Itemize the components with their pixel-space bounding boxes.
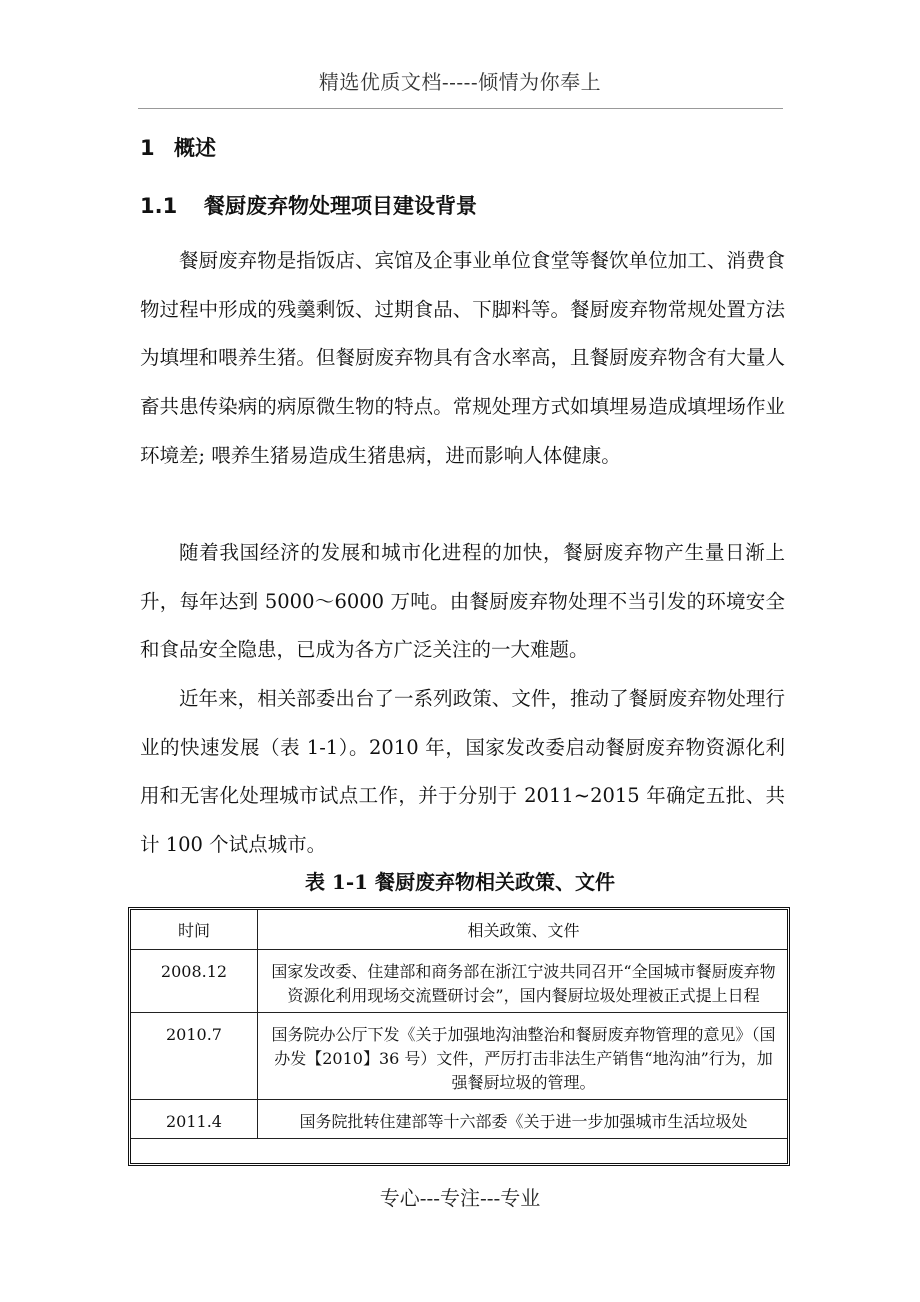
body-paragraph: 餐厨废弃物是指饭店、宾馆及企事业单位食堂等餐饮单位加工、消费食物过程中形成的残羹剩饭、过期食品、下脚料等。餐厨废弃物常规处置方法为填埋和喂养生猪。但餐厨废弃物具有含水率高，且餐厨废弃物含有大量人畜共患传染病的病原微生物的特点。常规处理方式如填埋易造成填埋场作业环境差; 喂养生猪易造成生猪患病，进而影响人体健康。 [140, 249, 785, 467]
table-row [131, 1013, 787, 1100]
table-caption: 表 1-1 餐厨废弃物相关政策、文件 [304, 870, 616, 894]
subsection-heading [140, 190, 477, 220]
body-paragraph: 随着我国经济的发展和城市化进程的加快，餐厨废弃物产生量日渐上升，每年达到 5000～6000 万吨。由餐厨废弃物处理不当引发的环境安全和食品安全隐患，已成为各方广泛关注的一大难题。 [140, 541, 785, 662]
row-time: 2008.12 [131, 950, 258, 1013]
subsection-number: 1.1 [140, 194, 178, 218]
policy-table-frame [128, 907, 790, 1166]
section-title: 概述 [174, 136, 216, 160]
table-row [131, 1100, 787, 1139]
section-number: 1 [140, 136, 155, 160]
subsection-title: 餐厨废弃物处理项目建设背景 [204, 194, 477, 218]
row-policy-text: 国务院办公厅下发《关于加强地沟油整治和餐厨废弃物管理的意见》（国办发【2010】36 号）文件，严厉打击非法生产销售“地沟油”行为，加强餐厨垃圾的管理。 [258, 1013, 788, 1100]
section-heading [140, 132, 216, 162]
table-row [131, 950, 787, 1013]
body-paragraph: 近年来，相关部委出台了一系列政策、文件，推动了餐厨废弃物处理行业的快速发展（表 1-1）。2010 年，国家发改委启动餐厨废弃物资源化利用和无害化处理城市试点工作，并于分别于 2011~2015 年确定五批、共计 100 个试点城市。 [140, 687, 785, 857]
page-header: 精选优质文档-----倾情为你奉上 [318, 70, 602, 94]
row-policy-text: 国家发改委、住建部和商务部在浙江宁波共同召开“全国城市餐厨废弃物资源化利用现场交流暨研讨会”，国内餐厨垃圾处理被正式提上日程 [258, 950, 788, 1013]
page-footer: 专心---专注---专业 [379, 1186, 541, 1210]
row-time: 2011.4 [131, 1100, 258, 1139]
column-header-policy: 相关政策、文件 [258, 910, 788, 950]
column-header-time: 时间 [131, 910, 258, 950]
row-time: 2010.7 [131, 1013, 258, 1100]
policy-table [131, 910, 787, 1139]
row-policy-text: 国务院批转住建部等十六部委《关于进一步加强城市生活垃圾处 [258, 1100, 788, 1139]
header-divider [138, 108, 783, 109]
table-header-row [131, 910, 787, 950]
